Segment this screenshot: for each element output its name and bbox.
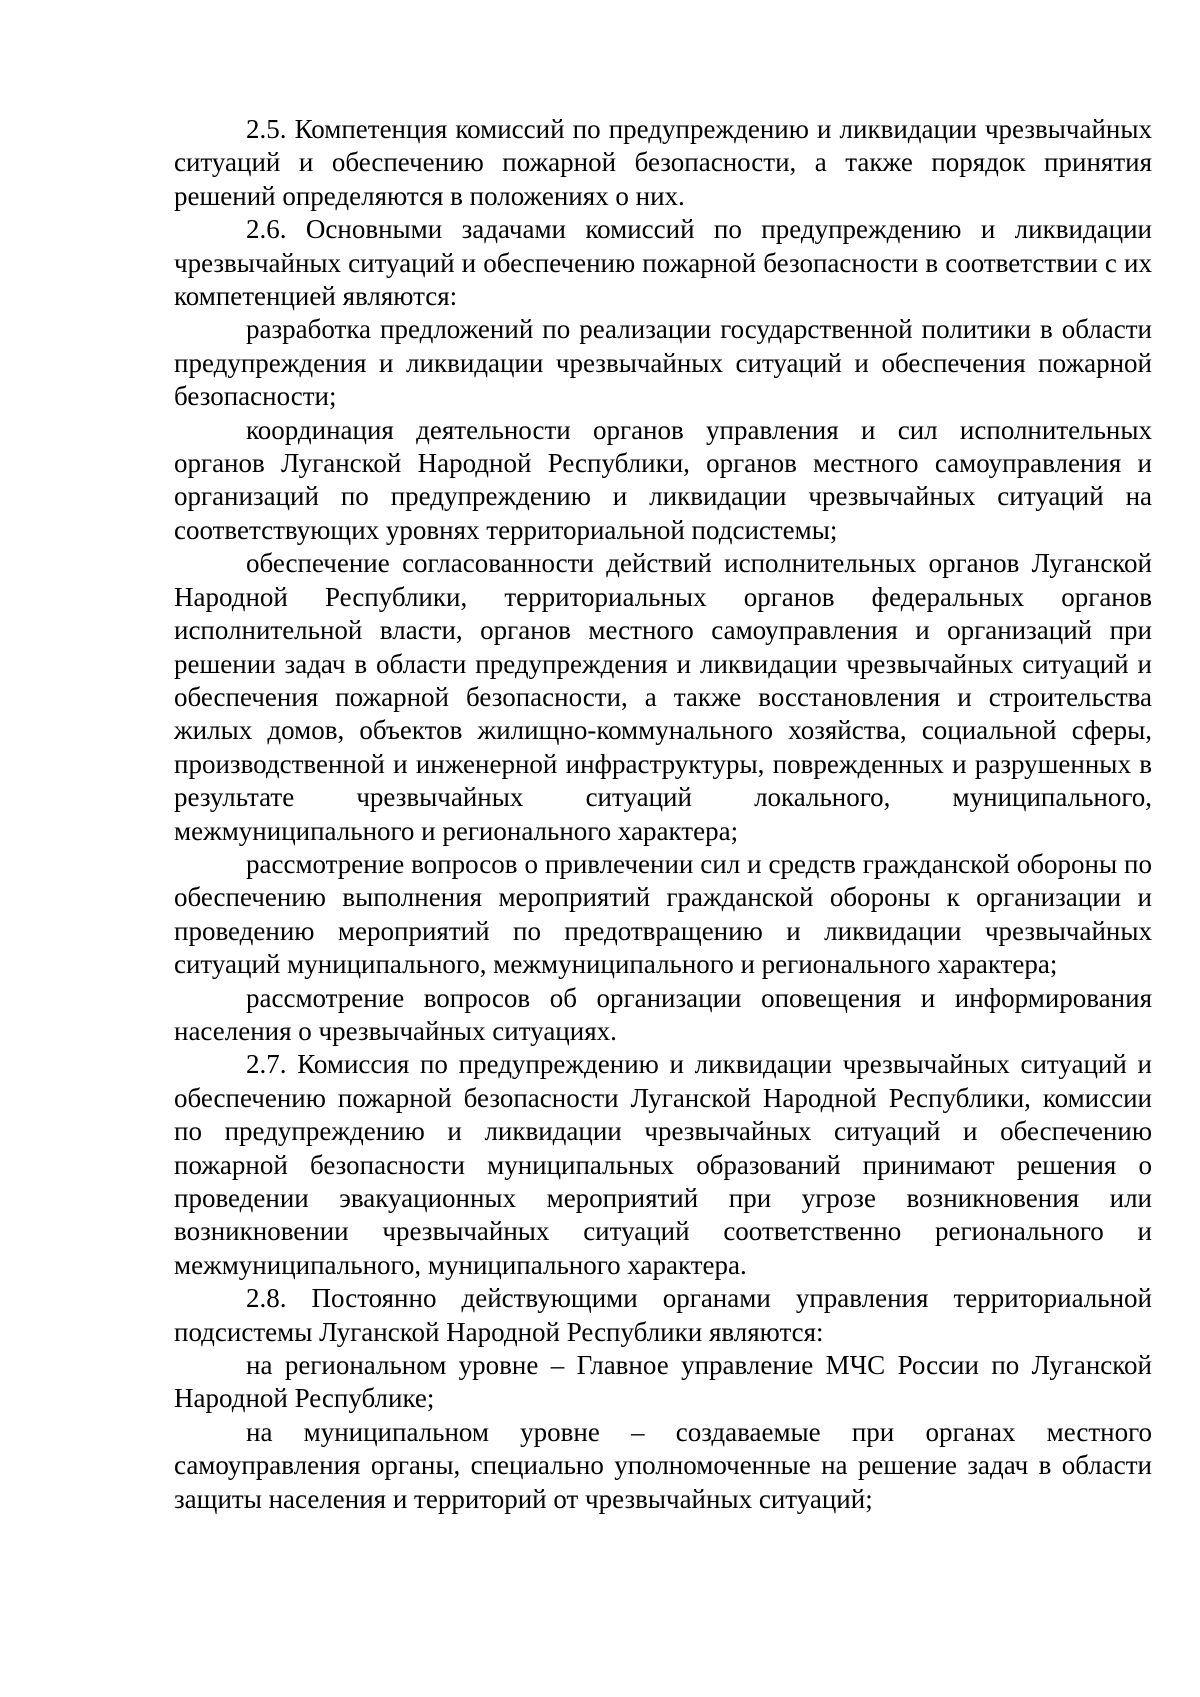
paragraph-2-6: 2.6. Основными задачами комиссий по предупреждению и ликвидации чрезвычайных ситуаций и обеспечению пожарной безопасности в соответствии с их компетенцией являются: <box>174 214 1152 312</box>
document-page <box>174 113 1152 1516</box>
list-item-policy-proposals: разработка предложений по реализации государственной политики в области предупреждения и ликвидации чрезвычайных ситуаций и обеспечения пожарной безопасности; <box>174 314 1152 412</box>
list-item-notification: рассмотрение вопросов об организации оповещения и информирования населения о чрезвычайных ситуациях. <box>174 982 1152 1046</box>
list-item-regional-level: на региональном уровне – Главное управление МЧС России по Луганской Народной Республике; <box>174 1350 1152 1414</box>
list-item-municipal-level: на муниципальном уровне – создаваемые при органах местного самоуправления органы, специально уполномоченные на решение задач в области защиты населения и территорий от чрезвычайных ситуаций; <box>174 1416 1152 1514</box>
list-item-consistency: обеспечение согласованности действий исполнительных органов Луганской Народной Республики, территориальных органов федеральных органов исполнительной власти, органов местного самоуправления и организаций при решении задач в области предупреждения и ликвидации чрезвычайных ситуаций и обеспечения пожарной безопасности, а также восстановления и строительства жилых домов, объектов жилищно-коммунального хозяйства, социальной сферы, производственной и инженерной инфраструктуры, поврежденных и разрушенных в результате чрезвычайных ситуаций локального, муниципального, межмуниципального и регионального характера; <box>174 548 1152 846</box>
list-item-coordination: координация деятельности органов управления и сил исполнительных органов Луганской Народной Республики, органов местного самоуправления и организаций по предупреждению и ликвидации чрезвычайных ситуаций на соответствующих уровнях территориальной подсистемы; <box>174 414 1152 545</box>
paragraph-2-7: 2.7. Комиссия по предупреждению и ликвидации чрезвычайных ситуаций и обеспечению пожарной безопасности Луганской Народной Республики, комиссии по предупреждению и ликвидации чрезвычайных ситуаций и обеспечению пожарной безопасности муниципальных образований принимают решения о проведении эвакуационных мероприятий при угрозе возникновения или возникновении чрезвычайных ситуаций соответственно регионального и межмуниципального, муниципального характера. <box>174 1049 1152 1280</box>
paragraph-2-8: 2.8. Постоянно действующими органами управления территориальной подсистемы Луганской Народной Республики являются: <box>174 1283 1152 1347</box>
paragraph-2-5: 2.5. Компетенция комиссий по предупреждению и ликвидации чрезвычайных ситуаций и обеспечению пожарной безопасности, а также порядок принятия решений определяются в положениях о них. <box>174 114 1152 211</box>
list-item-civil-defense: рассмотрение вопросов о привлечении сил и средств гражданской обороны по обеспечению выполнения мероприятий гражданской обороны к организации и проведению мероприятий по предотвращению и ликвидации чрезвычайных ситуаций муниципального, межмуниципального и регионального характера; <box>174 848 1152 980</box>
